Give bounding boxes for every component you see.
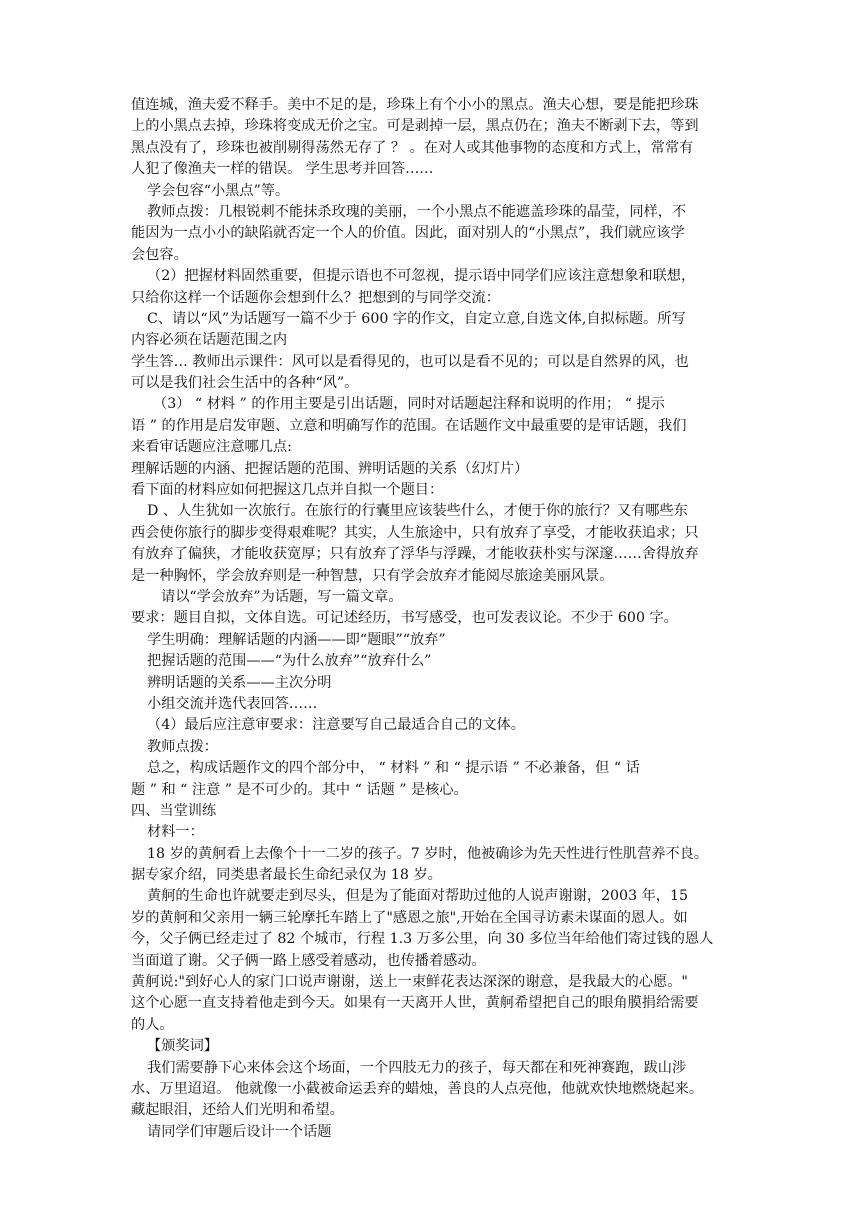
text-line: （3） “ 材料 ” 的作用主要是引出话题，同时对话题起注释和说明的作用； “ 提示: [153, 396, 665, 413]
text-line: 有放弃了偏狭，才能收获宽厚；只有放弃了浮华与浮躁，才能收获朴实与深邃……舍得放弃: [131, 546, 699, 563]
text-line: 岁的黄舸和父亲用一辆三轮摩托车踏上了"感恩之旅",开始在全国寻访素未谋面的恩人。如: [131, 909, 688, 926]
text-line: 辨明话题的关系——主次分明: [147, 674, 332, 691]
text-line: 小组交流并选代表回答……: [147, 695, 318, 712]
text-line: 能因为一点小小的缺陷就否定一个人的价值。因此，面对别人的“小黑点”，我们就应该学: [131, 225, 685, 242]
text-line: 当面道了谢。父子俩一路上感受着感动，也传播着感动。: [131, 952, 486, 969]
text-line: 西会使你旅行的脚步变得艰难呢？其实，人生旅途中，只有放弃了享受，才能收获追求；只: [131, 524, 699, 541]
text-line: 黄舸的生命也许就要走到尽头，但是为了能面对帮助过他的人说声谢谢，2003 年，15: [147, 888, 689, 905]
text-line: D 、人生犹如一次旅行。在旅行的行囊里应该装些什么，才便于你的旅行？又有哪些东: [147, 503, 688, 520]
text-line: 是一种胸怀，学会放弃则是一种智慧，只有学会放弃才能阅尽旅途美丽风景。: [131, 567, 614, 584]
text-line: 请同学们审题后设计一个话题: [147, 1123, 332, 1140]
text-line: 值连城，渔夫爱不释手。美中不足的是，珍珠上有个小小的黑点。渔夫心想，要是能把珍珠: [131, 97, 699, 113]
text-line: C、请以“风”为话题写一篇不少于 600 字的作文，自定立意,自选文体,自拟标题。所写: [147, 310, 686, 327]
text-line: 学生答… 教师出示课件：风可以是看得见的，也可以是看不见的；可以是自然界的风，也: [131, 353, 689, 370]
text-line: 只给你这样一个话题你会想到什么？把想到的与同学交流：: [131, 289, 500, 306]
text-line: （2）把握材料固然重要，但提示语也不可忽视，提示语中同学们应该注意想象和联想，: [147, 268, 696, 285]
text-line: 藏起眼泪，还给人们光明和希望。: [131, 1102, 344, 1119]
text-line: 这个心愿一直支持着他走到今天。如果有一天离开人世，黄舸希望把自己的眼角膜捐给需要: [131, 995, 699, 1012]
text-line: 请以“学会放弃”为话题，写一篇文章。: [161, 588, 403, 605]
text-line: 水、万里迢迢。 他就像一小截被命运丢弃的蜡烛，善良的人点亮他，他就欢快地燃烧起来。: [131, 1080, 704, 1097]
text-line: 语 ” 的作用是启发审题、立意和明确写作的范围。在话题作文中最重要的是审话题，我们: [131, 417, 687, 434]
text-line: 学会包容“小黑点”等。: [147, 182, 290, 199]
text-line: 教师点拨：几根锐刺不能抹杀玫瑰的美丽，一个小黑点不能遮盖珍珠的晶莹，同样，不: [147, 203, 687, 220]
text-line: 把握话题的范围——“为什么放弃”“放弃什么”: [147, 653, 432, 670]
text-line: 黑点没有了，珍珠也被削剔得荡然无存了 ？ 。在对人或其他事物的态度和方式上，常常有: [131, 139, 694, 156]
text-line: 会包容。: [131, 246, 188, 263]
section-heading: 四、当堂训练: [131, 802, 217, 819]
text-line: 总之，构成话题作文的四个部分中， “ 材料 ” 和 “ 提示语 ” 不必兼备，但 “ 话: [147, 760, 640, 777]
text-line: 学生明确：理解话题的内涵——即“题眼”“放弃”: [147, 631, 446, 648]
text-line: 理解话题的内涵、把握话题的范围、辨明话题的关系（幻灯片）: [131, 460, 529, 477]
text-line: 上的小黑点去掉，珍珠将变成无价之宝。可是剥掉一层，黑点仍在；渔夫不断剥下去，等到: [131, 118, 699, 135]
text-line: 18 岁的黄舸看上去像个十一二岁的孩子。7 岁时，他被确诊为先天性进行性肌营养不良。: [147, 845, 709, 862]
text-line: 我们需要静下心来体会这个场面，一个四肢无力的孩子，每天都在和死神赛跑，跋山涉: [147, 1059, 687, 1076]
text-line: 来看审话题应注意哪几点:: [131, 439, 292, 456]
text-line: 人犯了像渔夫一样的错误。 学生思考并回答……: [131, 161, 434, 178]
section-heading: 【颁奖词】: [147, 1038, 218, 1055]
text-line: 题 ” 和 “ 注意 ” 是不可少的。其中 “ 话题 ” 是核心。: [131, 781, 468, 798]
text-line: 看下面的材料应如何把握这几点并自拟一个题目：: [131, 482, 444, 499]
text-line: 的人。: [131, 1016, 174, 1033]
text-line: 今，父子俩已经走过了 82 个城市，行程 1.3 万多公里，向 30 多位当年给他们寄过钱的恩人: [131, 931, 714, 948]
text-line: 要求：题目自拟，文体自选。可记述经历，书写感受，也可发表议论。不少于 600 字。: [131, 610, 678, 627]
text-line: 黄舸说:"到好心人的家门口说声谢谢，送上一束鲜花表达深深的谢意，是我最大的心愿。": [131, 974, 688, 991]
text-line: 内容必须在话题范围之内: [131, 332, 288, 349]
text-line: 材料一：: [147, 824, 204, 841]
text-line: 可以是我们社会生活中的各种“风”。: [131, 375, 359, 392]
text-line: 据专家介绍，同类患者最长生命纪录仅为 18 岁。: [131, 867, 442, 884]
text-line: （4）最后应注意审要求：注意要写自己最适合自己的文体。: [147, 717, 525, 734]
text-line: 教师点拨：: [147, 738, 218, 755]
